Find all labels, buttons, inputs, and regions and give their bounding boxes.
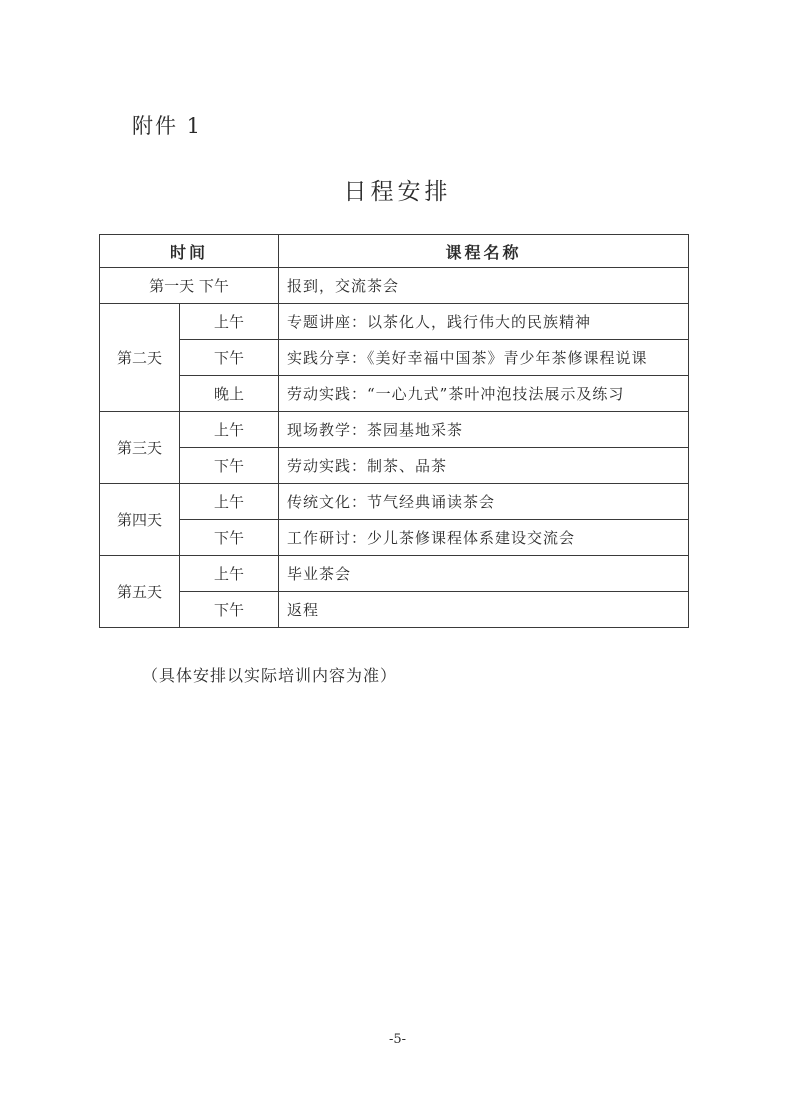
course-name: 返程: [279, 592, 689, 628]
period-label: 上午: [180, 304, 279, 340]
table-row: [100, 268, 689, 304]
table-row: [100, 592, 689, 628]
schedule-table: [99, 234, 689, 628]
page-number: -5-: [388, 1032, 407, 1047]
first-day-course: 报到，交流茶会: [279, 268, 689, 304]
period-label: 晚上: [180, 376, 279, 412]
course-name: 专题讲座：以茶化人，践行伟大的民族精神: [279, 304, 689, 340]
period-label: 上午: [180, 412, 279, 448]
course-name: 劳动实践：制茶、品茶: [279, 448, 689, 484]
table-row: [100, 412, 689, 448]
table-row: [100, 520, 689, 556]
course-name: 工作研讨：少儿茶修课程体系建设交流会: [279, 520, 689, 556]
attachment-label: 附件 1: [132, 114, 203, 138]
table-row: [100, 484, 689, 520]
header-time: 时间: [100, 235, 279, 268]
course-name: 现场教学：茶园基地采茶: [279, 412, 689, 448]
day-label: 第四天: [100, 484, 180, 556]
table-row: [100, 304, 689, 340]
period-label: 下午: [180, 448, 279, 484]
day-label: 第二天: [100, 304, 180, 412]
first-day-time: 第一天 下午: [100, 268, 279, 304]
course-name: 毕业茶会: [279, 556, 689, 592]
period-label: 下午: [180, 520, 279, 556]
document-title: 日程安排: [343, 179, 452, 205]
course-name: 劳动实践：“一心九式”茶叶冲泡技法展示及练习: [279, 376, 689, 412]
table-row: [100, 340, 689, 376]
period-label: 下午: [180, 340, 279, 376]
day-label: 第三天: [100, 412, 180, 484]
course-name: 实践分享：《美好幸福中国茶》青少年茶修课程说课: [279, 340, 689, 376]
table-header-row: [100, 235, 689, 268]
table-row: [100, 376, 689, 412]
period-label: 上午: [180, 556, 279, 592]
period-label: 下午: [180, 592, 279, 628]
day-label: 第五天: [100, 556, 180, 628]
table-row: [100, 556, 689, 592]
table-row: [100, 448, 689, 484]
period-label: 上午: [180, 484, 279, 520]
header-course: 课程名称: [279, 235, 689, 268]
course-name: 传统文化：节气经典诵读茶会: [279, 484, 689, 520]
schedule-note: （具体安排以实际培训内容为准）: [142, 666, 398, 685]
